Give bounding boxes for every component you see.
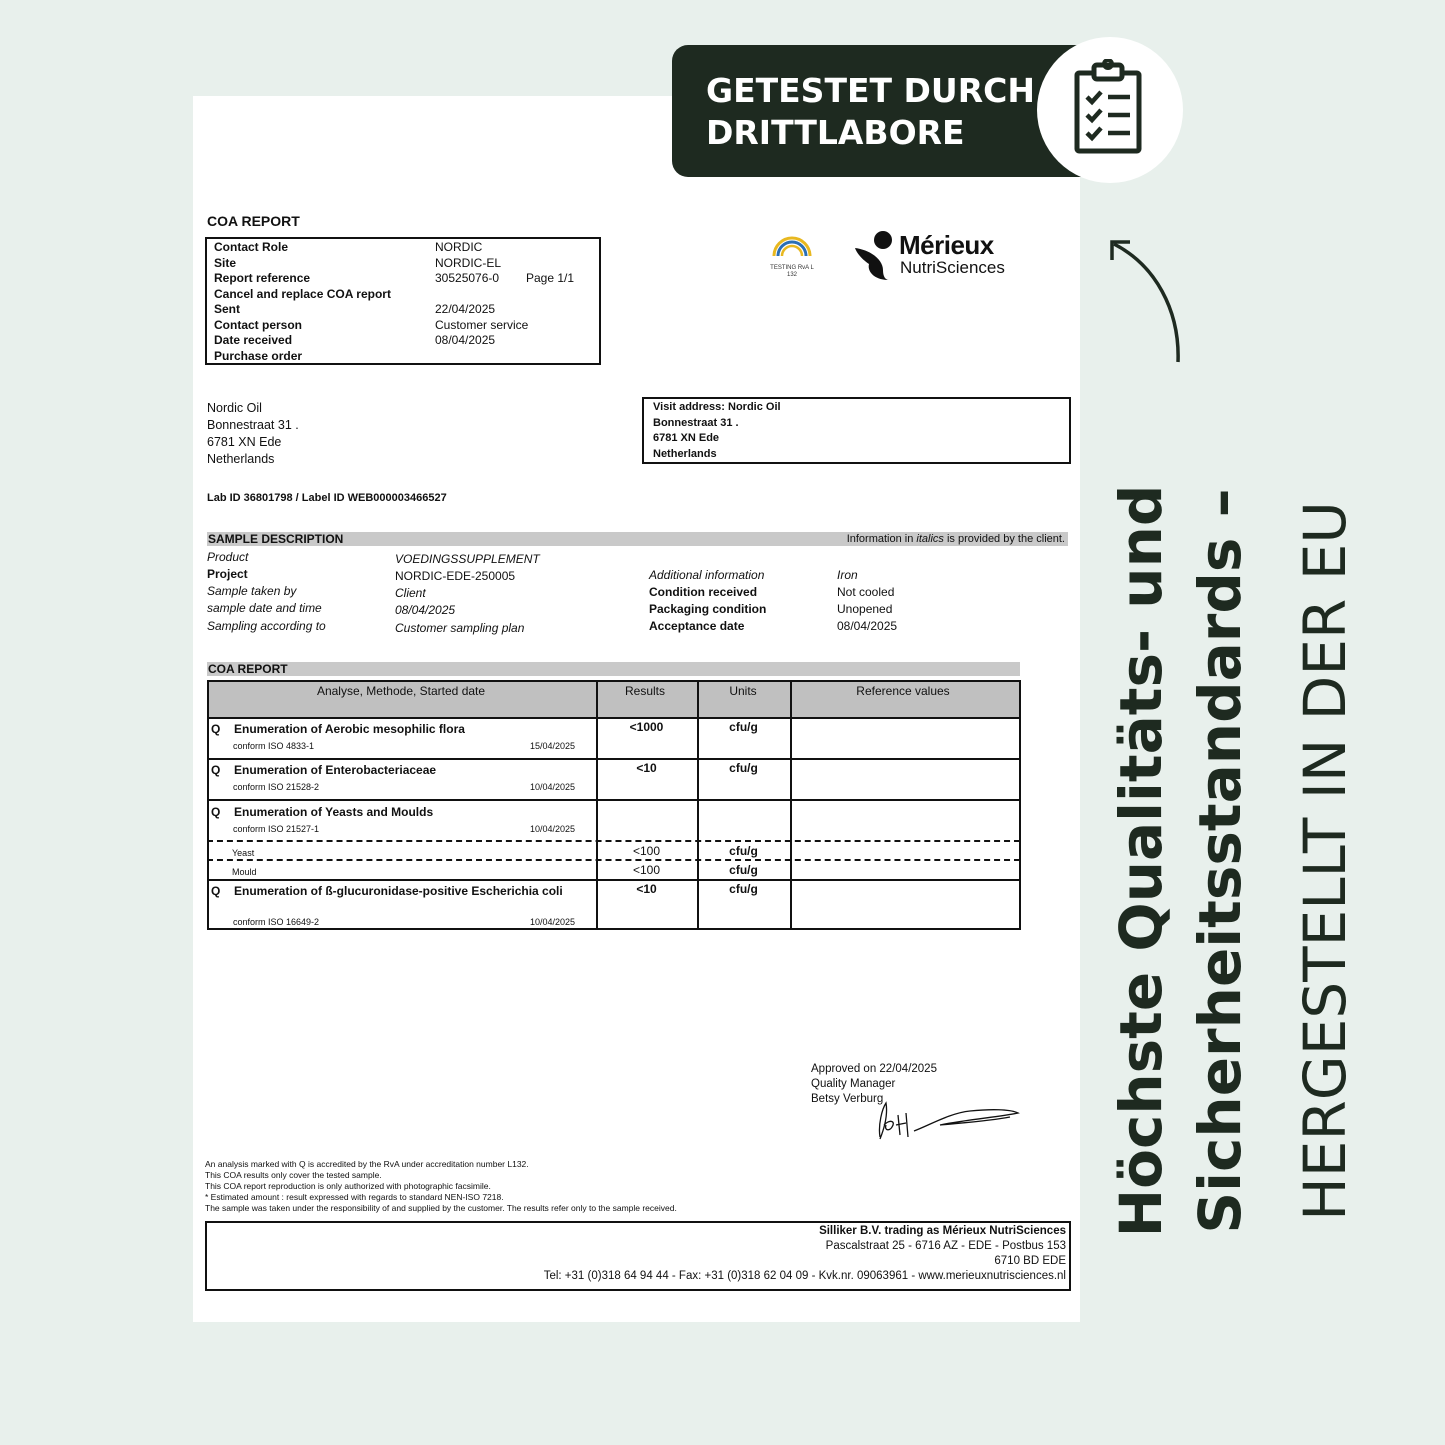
visit-line: Netherlands	[653, 447, 717, 460]
merieux-mark-icon	[853, 230, 893, 282]
sample-label: Additional information	[649, 568, 765, 582]
info-value: Customer service	[435, 318, 529, 332]
unit-value: cfu/g	[729, 720, 758, 734]
lab-id: Lab ID 36801798 / Label ID WEB000003466527	[207, 492, 447, 504]
italics-note	[847, 532, 1065, 546]
sample-heading-text: SAMPLE DESCRIPTION	[208, 532, 344, 546]
table-border-top	[207, 680, 1020, 682]
result-value: <10	[636, 761, 657, 775]
side-headline-2: Sicherheitsstandards –	[1186, 488, 1254, 1234]
table-row-line	[207, 717, 1020, 719]
result-value: <10	[636, 882, 657, 896]
q-marker: Q	[211, 805, 221, 819]
sample-label: Sampling according to	[207, 619, 326, 633]
table-row-dashed	[207, 840, 1020, 842]
merieux-logo-name: Mérieux	[899, 230, 994, 260]
unit-value: cfu/g	[729, 863, 758, 877]
rva-logo	[770, 232, 814, 280]
company-name: Silliker B.V. trading as Mérieux NutriSciences	[819, 1225, 1066, 1237]
visit-address	[653, 400, 781, 462]
coa-col-header: Units	[729, 684, 757, 698]
badge-circle	[1037, 37, 1183, 183]
result-value: <100	[632, 844, 661, 858]
sample-value: Not cooled	[837, 585, 895, 599]
clipboard-checklist-icon	[1072, 59, 1144, 155]
rva-logo-text: TESTING RvA L 132	[770, 265, 814, 278]
unit-value: cfu/g	[729, 761, 758, 775]
info-value: 08/04/2025	[435, 333, 496, 347]
analysis-name: Enumeration of Enterobacteriaceae	[234, 763, 437, 777]
sample-value: VOEDINGSSUPPLEMENT	[395, 552, 540, 566]
sample-value: Iron	[837, 568, 858, 582]
info-value: 30525076-0	[435, 271, 500, 285]
result-value: <100	[632, 863, 661, 877]
sample-value: NORDIC-EDE-250005	[395, 569, 516, 583]
coa-col-header: Analyse, Methode, Started date	[316, 684, 486, 698]
sample-label: Project	[207, 567, 248, 581]
visit-line: Visit address: Nordic Oil	[653, 401, 781, 413]
visit-line: 6781 XN Ede	[653, 432, 720, 444]
note-italic: italics	[916, 533, 944, 545]
info-value: NORDIC-EL	[435, 256, 502, 270]
footnote-line: This COA results only cover the tested sample.	[205, 1170, 382, 1180]
info-label: Contact person	[214, 318, 303, 332]
note-post: is provided by the client.	[943, 533, 1065, 545]
sample-label: Acceptance date	[649, 619, 745, 633]
approval-name: Betsy Verburg	[811, 1093, 884, 1105]
table-row-line	[207, 758, 1020, 760]
approval-role: Quality Manager	[811, 1078, 896, 1090]
report-title: COA REPORT	[207, 213, 300, 229]
info-label: Contact Role	[214, 240, 289, 254]
sample-value: 08/04/2025	[395, 603, 456, 617]
approval-date: Approved on 22/04/2025	[811, 1063, 937, 1075]
analysis-date: 15/04/2025	[530, 741, 576, 751]
coa-col-header: Results	[624, 684, 665, 698]
unit-value: cfu/g	[729, 882, 758, 896]
analysis-method: conform ISO 21527-1	[233, 824, 320, 834]
rva-sun-icon	[770, 232, 814, 260]
coa-table-heading: COA REPORT	[207, 662, 1020, 676]
sample-label: Product	[207, 550, 249, 564]
signature	[870, 1095, 1022, 1145]
analysis-method: conform ISO 4833-1	[233, 741, 315, 751]
footnote-line: An analysis marked with Q is accredited by the RvA under accreditation number L132.	[205, 1159, 529, 1169]
table-row-line	[207, 799, 1020, 801]
sub-analysis-name: Yeast	[232, 848, 255, 858]
address-line: 6781 XN Ede	[207, 435, 282, 449]
footnote-line: * Estimated amount : result expressed with regards to standard NEN-ISO 7218.	[205, 1192, 504, 1202]
note-pre: Information in	[846, 533, 917, 545]
curved-arrow-icon	[1100, 230, 1190, 370]
company-contact: Tel: +31 (0)318 64 94 44 - Fax: +31 (0)318 62 04 09 - Kvk.nr. 09063961 - www.merieuxnutrisciences.nl	[543, 1270, 1066, 1282]
sub-analysis-name: Mould	[232, 867, 257, 877]
sample-description-heading	[207, 532, 1068, 546]
info-label: Sent	[214, 302, 241, 316]
info-label: Date received	[214, 333, 293, 347]
table-row-dashed	[207, 859, 1020, 861]
side-headline-1: Höchste Qualitäts- und	[1107, 484, 1175, 1238]
badge-line-1: GETESTET DURCH	[706, 71, 1035, 110]
company-footer	[205, 1224, 1066, 1284]
table-row-line	[207, 879, 1020, 881]
table-border-bottom	[207, 928, 1020, 930]
sample-value: Unopened	[837, 602, 893, 616]
q-marker: Q	[211, 722, 221, 736]
footnote-line: The sample was taken under the responsibility of and supplied by the customer. The results refer only to the sample received.	[205, 1203, 677, 1213]
analysis-date: 10/04/2025	[530, 917, 576, 927]
coa-col-header: Reference values	[856, 684, 950, 698]
company-address-2: 6710 BD EDE	[994, 1255, 1066, 1267]
info-value: 22/04/2025	[435, 302, 496, 316]
merieux-logo	[853, 230, 1013, 282]
q-marker: Q	[211, 763, 221, 777]
analysis-name: Enumeration of Yeasts and Moulds	[234, 805, 434, 819]
merieux-logo-sub: NutriSciences	[900, 258, 1005, 277]
info-value: NORDIC	[435, 240, 483, 254]
analysis-date: 10/04/2025	[530, 782, 576, 792]
sample-value: Client	[395, 586, 426, 600]
sample-label: Sample taken by	[207, 584, 297, 598]
info-label: Report reference	[214, 271, 311, 285]
info-label: Purchase order	[214, 349, 303, 363]
info-page: Page 1/1	[526, 271, 575, 285]
customer-address	[207, 400, 299, 468]
visit-line: Bonnestraat 31 .	[653, 416, 739, 429]
badge-line-2: DRITTLABORE	[706, 113, 965, 152]
analysis-name: Enumeration of ß-glucuronidase-positive Escherichia coli	[234, 884, 563, 898]
unit-value: cfu/g	[729, 844, 758, 858]
sample-label: sample date and time	[207, 601, 322, 615]
info-label: Site	[214, 256, 237, 270]
analysis-method: conform ISO 21528-2	[233, 782, 320, 792]
address-line: Nordic Oil	[207, 401, 262, 415]
info-label: Cancel and replace COA report	[214, 287, 391, 301]
analysis-method: conform ISO 16649-2	[233, 917, 320, 927]
sample-label: Condition received	[649, 585, 758, 599]
analysis-name: Enumeration of Aerobic mesophilic flora	[234, 722, 465, 736]
sample-value: 08/04/2025	[837, 619, 898, 633]
footnote-line: This COA report reproduction is only authorized with photographic facsimile.	[205, 1181, 491, 1191]
address-line: Netherlands	[207, 452, 275, 466]
result-value: <1000	[629, 720, 664, 734]
side-headline-3: HERGESTELLT IN DER EU	[1291, 501, 1359, 1221]
address-line: Bonnestraat 31 .	[207, 418, 299, 432]
company-address-1: Pascalstraat 25 - 6716 AZ - EDE - Postbus 153	[825, 1240, 1066, 1252]
q-marker: Q	[211, 884, 221, 898]
badge-title	[706, 70, 1035, 154]
analysis-date: 10/04/2025	[530, 824, 576, 834]
sample-label: Packaging condition	[649, 602, 767, 616]
sample-value: Customer sampling plan	[395, 621, 525, 635]
